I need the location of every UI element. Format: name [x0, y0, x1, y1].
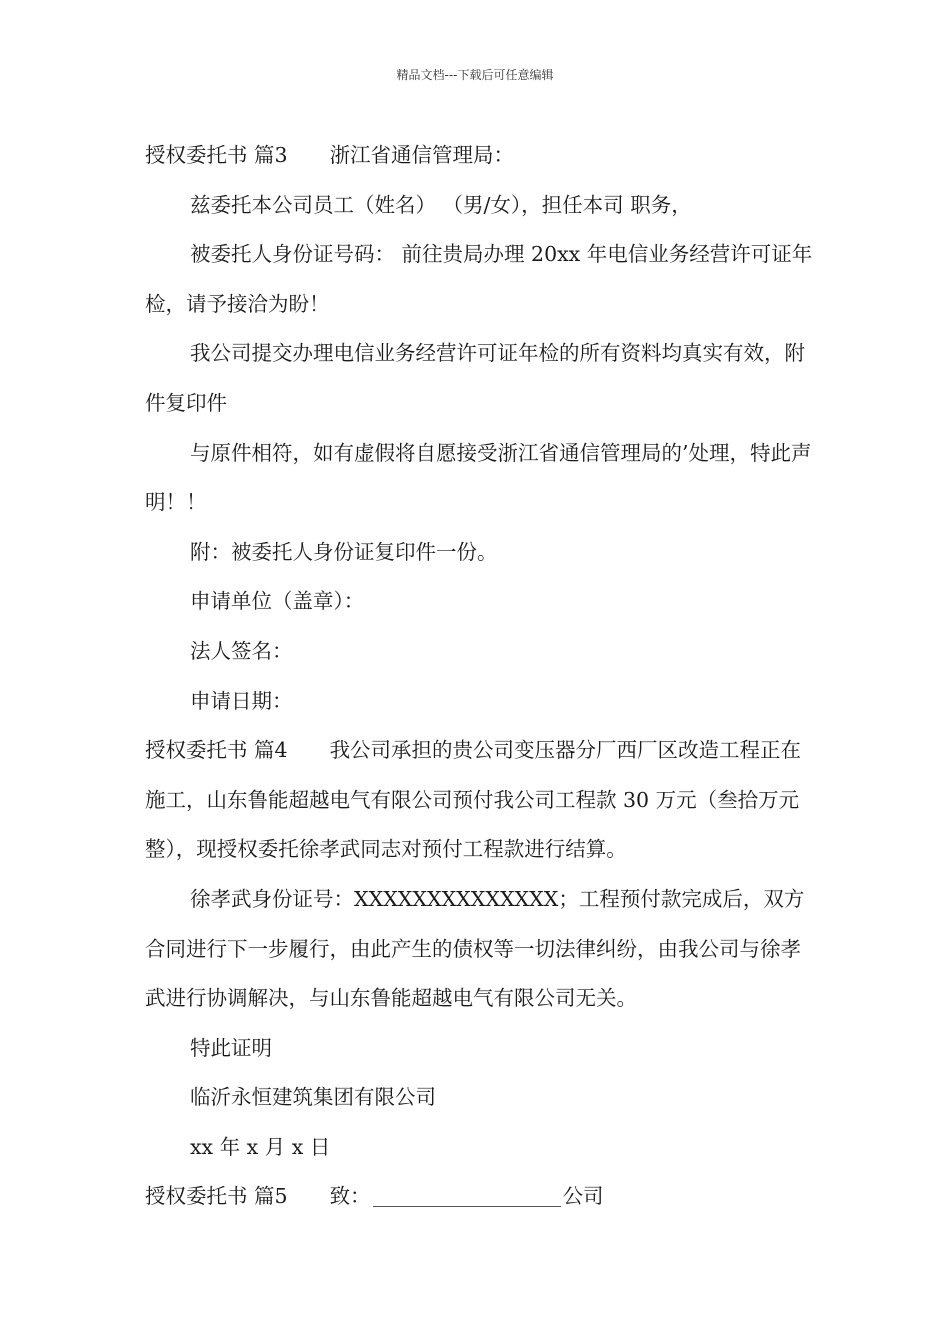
section4-heading-line	[145, 726, 815, 875]
section4-title: 授权委托书 篇4	[145, 738, 288, 763]
section3-heading-line	[145, 131, 815, 181]
document-body	[145, 131, 815, 1222]
section3-paragraph-3: 我公司提交办理电信业务经营许可证年检的所有资料均真实有效，附件复印件	[145, 341, 805, 415]
section3-date: 申请日期：	[190, 688, 293, 713]
section4-lead: 我公司承担的贵公司变压器分厂西厂区改造工程正在施工，山东鲁能超越电气有限公司预付我公司工程款 30 万元（叁拾万元整），现授权委托徐孝武同志对预付工程款进行结算。	[145, 738, 802, 862]
section3-paragraph-2: 被委托人身份证号码： 前往贵局办理 20xx 年电信业务经营许可证年检，请予接洽为盼！	[145, 242, 813, 316]
section5-company-suffix: 公司	[562, 1184, 604, 1209]
section3-paragraph-4: 与原件相符，如有虚假将自愿接受浙江省通信管理局的’处理，特此声明！！	[145, 440, 812, 515]
company-name-blank[interactable]	[373, 1205, 561, 1207]
section3-addressee: 浙江省通信管理局：	[329, 143, 515, 167]
section5-title: 授权委托书 篇5	[145, 1184, 288, 1209]
section4-certify: 特此证明	[190, 1035, 272, 1060]
page-header: 精品文档---下载后可任意编辑	[396, 68, 554, 82]
section4-paragraph-1: 徐孝武身份证号：XXXXXXXXXXXXXX；工程预付款完成后，双方合同进行下一步履行，由此产生的债权等一切法律纠纷，由我公司与徐孝武进行协调解决，与山东鲁能超越电气有限公司无关。	[145, 886, 805, 1011]
section3-title: 授权委托书 篇3	[145, 143, 288, 167]
section3-attachment: 附：被委托人身份证复印件一份。	[190, 539, 498, 564]
section5-to-label: 致：	[329, 1184, 371, 1209]
section4-company: 临沂永恒建筑集团有限公司	[190, 1085, 436, 1110]
section5-heading-line	[145, 1172, 815, 1222]
section4-date: xx 年 x 月 x 日	[190, 1134, 331, 1159]
section3-signature: 法人签名：	[190, 638, 293, 663]
section3-applicant: 申请单位（盖章）：	[190, 589, 365, 614]
section3-paragraph-1: 兹委托本公司员工（姓名） （男/女），担任本司 职务，	[190, 192, 692, 217]
